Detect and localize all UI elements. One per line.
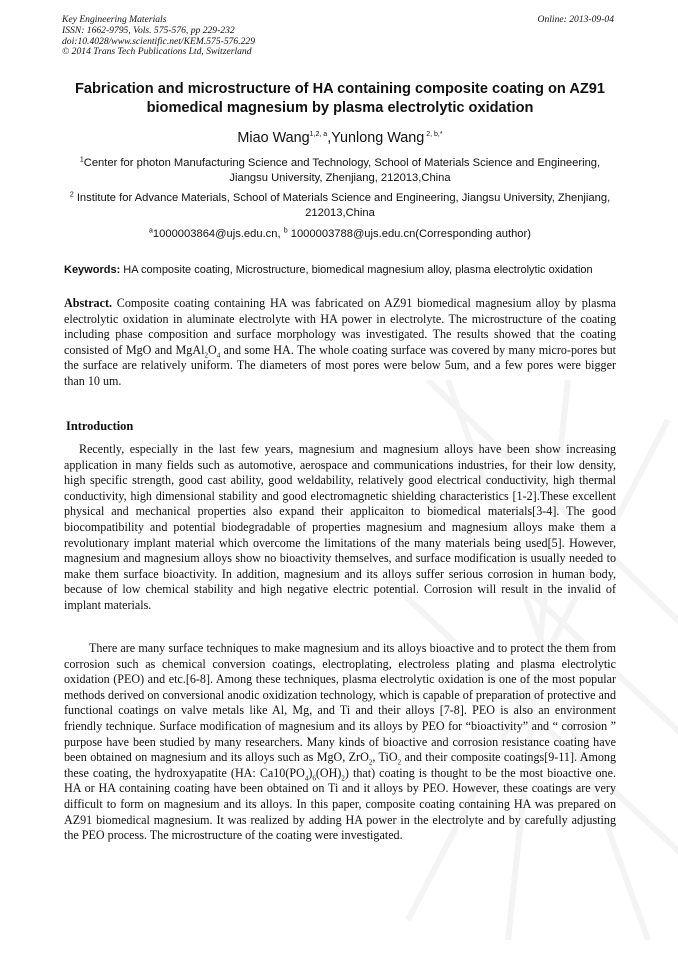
author-1-name: Miao Wang bbox=[237, 130, 310, 146]
affiliation-2 bbox=[60, 191, 620, 221]
keywords-text: HA composite coating, Microstructure, biomedical magnesium alloy, plasma electrolytic oxidation bbox=[120, 264, 593, 276]
online-date: Online: 2013-09-04 bbox=[537, 14, 614, 25]
affiliation-1-sup: 1 bbox=[79, 156, 84, 164]
p2-text-e: (OH) bbox=[315, 765, 342, 780]
author-2-name: Yunlong Wang bbox=[331, 130, 425, 146]
keywords bbox=[64, 264, 616, 278]
affiliation-2-sup: 2 bbox=[69, 191, 74, 199]
keywords-label: Keywords: bbox=[64, 264, 121, 276]
email-a-sup: a bbox=[149, 227, 153, 235]
p2-text-f: ) that) coating is thought to be the most bioactive one. HA or HA containing coating have been obtained on Ti and it alloys by PEO. However, these coatings are very difficult to form on magnesium and its alloys. In this paper, composite coating containing HA was prepared on AZ91 biomedical magnesium. It was realized by adding HA power in the electrolyte and by carefully adjusting the PEO process. The microstructure of the coating were investigated. bbox=[64, 765, 616, 843]
email-a[interactable]: 1000003864@ujs.edu.cn, bbox=[152, 228, 284, 240]
abstract-label: Abstract. bbox=[64, 296, 113, 310]
p2-text-d: ) bbox=[308, 765, 313, 780]
abstract-sub-2: 4 bbox=[216, 351, 221, 360]
intro-paragraph-1: Recently, especially in the last few years, magnesium and magnesium alloys have been show increasing application in many fields such as automotive, aerospace and communications industries, for their low density, high specific strength, good cast ability, good weldability, relatively good electrical conductivity, high thermal conductivity, high dimensional stability and good electromagnetic shielding characteristics [1-2].These excellent physical and mechanical properties also expand their applicaiton to biomedical materials[3-4]. The good biocompatibility and potential biodegradable of properties magnesium and magnesium alloys make them a revolutionary implant material which overcome the limitations of the many materials being used[5]. However, magnesium and magnesium alloys show no bioactivity themselves, and surface modification is usually needed to make them surface bioactivity. In addition, magnesium and its alloys suffer serious corrosion in human body, because of low chemical stability and high negative electric potential. Corrosion will result in the invalid of implant materials. bbox=[64, 442, 616, 612]
author-2-sup: 2, b,* bbox=[424, 131, 443, 139]
email-b[interactable]: 1000003788@ujs.edu.cn(Corresponding author) bbox=[287, 228, 531, 240]
journal-name: Key Engineering Materials bbox=[62, 14, 167, 25]
abstract-sub-1: 2 bbox=[204, 351, 208, 360]
p2-text-b: , TiO bbox=[372, 750, 398, 765]
introduction-heading: Introduction bbox=[66, 419, 134, 433]
journal-header bbox=[62, 15, 255, 58]
doi-line: doi:10.4028/www.scientific.net/KEM.575-576.229 bbox=[62, 35, 256, 47]
abstract-text-1: Composite coating containing HA was fabricated on AZ91 biomedical magnesium alloy by plasma electrolytic oxidation in aluminate electrolyte with HA power in electrolyte. The microstructure of the coating including phase composition and surface morphology was investigated. The results showed that the coating consisted of MgO and MgAl bbox=[64, 296, 616, 357]
affiliation-2-text: Institute for Advance Materials, School of Materials Science and Engineering, Jiangsu University, Zhenjiang, 212013,China bbox=[73, 192, 611, 219]
author-separator: , bbox=[327, 130, 332, 146]
abstract-text-2: O bbox=[207, 342, 217, 357]
affiliation-1-text: Center for photon Manufacturing Science and Technology, School of Materials Science and Engineering, Jiangsu University, Zhenjiang, 212013,China bbox=[83, 157, 601, 184]
issn-line: ISSN: 1662-9795, Vols. 575-576, pp 229-232 bbox=[62, 24, 235, 36]
email-b-sup: b bbox=[283, 227, 288, 235]
p2-sub-5: 2 bbox=[341, 774, 345, 783]
p2-text-a: There are many surface techniques to make magnesium and its alloys bioactive and to protect the them from corrosion such as chemical conversion coatings, electroplating, electroless plating and plasma electrolytic oxidation (PEO) and etc.[6-8]. Among these techniques, plasma electrolytic oxidation is one of the most popular methods derived on conversional anodic oxidization technology, which is capable of preparation of protective and functional coatings on valve metals like Al, Mg, and Ti and their alloys [7-8]. PEO is also an environment friendly technique. Surface modification of magnesium and its alloys by PEO for “bioactivity” and “ corrosion ” purpose have been studied by many researchers. Many kinds of bioactive and corrosion resistance coating have been obtained on magnesium and its alloys such as MgO, ZrO bbox=[64, 641, 616, 765]
p2-text-c: and their composite coatings[9-11]. Among these coating, the hydroxyapatite (HA: Ca10(PO bbox=[64, 750, 617, 780]
paper-title: Fabrication and microstructure of HA containing composite coating on AZ91 biomedical magnesium by plasma electrolytic oxidation bbox=[74, 81, 606, 116]
p2-sub-4: 6 bbox=[312, 774, 316, 783]
intro-paragraph-2 bbox=[64, 641, 616, 844]
affiliation-1 bbox=[60, 156, 620, 186]
email-line bbox=[60, 227, 620, 242]
p2-sub-3: 4 bbox=[304, 774, 309, 783]
p2-sub-2: 2 bbox=[397, 758, 402, 767]
p2-sub-1: 2 bbox=[368, 758, 373, 767]
author-1-sup: 1,2, a bbox=[309, 131, 328, 139]
abstract bbox=[64, 296, 616, 390]
abstract-text-3: and some HA. The whole coating surface was covered by many micro-pores but the surface are relatively uniform. The diameters of most pores were below 5um, and a few pores were bigger than 10 um. bbox=[64, 342, 617, 388]
copyright-line: © 2014 Trans Tech Publications Ltd, Switzerland bbox=[62, 46, 252, 58]
author-line bbox=[40, 129, 640, 147]
